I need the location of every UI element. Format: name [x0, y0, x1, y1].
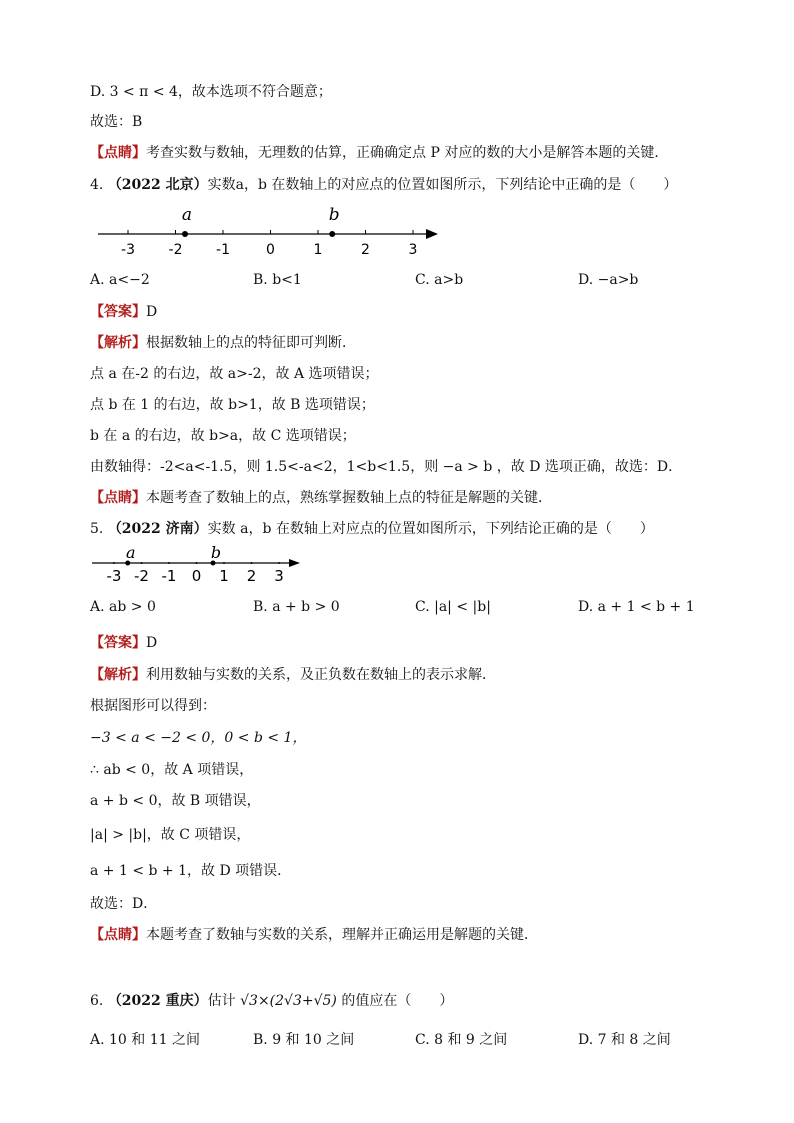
- option-c: C. 8 和 9 之间: [415, 1032, 508, 1048]
- option-b: B. b<1: [253, 272, 302, 288]
- answer-value: D: [146, 635, 158, 651]
- analysis-line: a + b < 0，故 B 项错误，: [90, 793, 261, 809]
- option-a: A. 10 和 11 之间: [90, 1032, 200, 1048]
- analysis-tag: 【解析】: [90, 335, 146, 351]
- option-a: A. a<−2: [90, 272, 150, 288]
- analysis-text: 根据数轴上的点的特征即可判断．: [146, 335, 356, 351]
- number-line-q4: [90, 198, 450, 266]
- point-a-dot: [182, 231, 188, 237]
- analysis-text: 利用数轴与实数的关系，及正负数在数轴上的表示求解．: [146, 667, 496, 683]
- number-line-q5: [88, 542, 318, 588]
- tick-mark: [141, 562, 143, 564]
- tick-mark: [278, 562, 280, 564]
- math-expression: √3×(2√3+√5): [240, 993, 337, 1009]
- option-c: C. a>b: [415, 272, 464, 288]
- answer-tag: 【答案】: [90, 635, 146, 651]
- analysis-line: a + 1 < b + 1，故 D 项错误．: [90, 863, 292, 879]
- tick-label: 0: [266, 242, 275, 258]
- tick-label: -1: [161, 567, 177, 585]
- point-a-label: a: [125, 543, 136, 562]
- tick-mark: [113, 562, 115, 564]
- tick-mark: [196, 562, 198, 564]
- analysis-line: −3 < a < −2 < 0，0 < b < 1，: [90, 730, 307, 746]
- point-a-label: a: [181, 205, 193, 225]
- question-source: （2022 重庆）: [107, 993, 208, 1009]
- prev-option-d-line: D. 3 < π < 4，故本选项不符合题意；: [90, 84, 332, 100]
- tick-label: 2: [246, 567, 257, 585]
- q4-tick-labels: [121, 242, 417, 258]
- point-b-label: b: [210, 543, 222, 562]
- option-d: D. a + 1 < b + 1: [578, 599, 695, 615]
- analysis-line: 故选：D．: [90, 896, 158, 912]
- analysis-line: 点 a 在-2 的右边，故 a>-2，故 A 选项错误；: [90, 366, 379, 382]
- option-d: D. 7 和 8 之间: [578, 1032, 671, 1048]
- question-text: 实数 a，b 在数轴上对应点的位置如图所示，下列结论正确的是（ ）: [207, 521, 654, 537]
- question-number: 4.: [90, 177, 104, 193]
- comment-q4: [90, 488, 552, 508]
- prev-choice-line: 故选：B: [90, 114, 143, 130]
- tick-label: -2: [168, 242, 183, 258]
- question-number: 5.: [90, 521, 104, 537]
- q5-tick-labels: [107, 567, 284, 585]
- option-c: C. |a| < |b|: [415, 599, 491, 615]
- question-source: （2022 北京）: [107, 177, 208, 193]
- comment-q5: [90, 925, 538, 945]
- tick-label: -2: [134, 567, 149, 585]
- answer-q5: [90, 633, 157, 653]
- tick-label: 3: [408, 242, 418, 258]
- comment-text: 考查实数与数轴，无理数的估算，正确确定点 P 对应的数的大小是解答本题的关键．: [146, 145, 669, 161]
- tick-mark: [168, 562, 170, 564]
- tick-label: 1: [313, 242, 323, 258]
- comment-tag: 【点睛】: [90, 145, 146, 161]
- tick-label: -1: [216, 242, 230, 258]
- answer-tag: 【答案】: [90, 304, 146, 320]
- comment-tag: 【点睛】: [90, 490, 146, 506]
- tick-label: 0: [191, 567, 202, 585]
- answer-q4: [90, 302, 157, 322]
- comment-text: 本题考查了数轴上的点，熟练掌握数轴上点的特征是解题的关键．: [146, 490, 552, 506]
- q4-ticks: [128, 230, 413, 234]
- comment-tag: 【点睛】: [90, 927, 146, 943]
- tick-mark: [223, 562, 225, 564]
- analysis-line: b 在 a 的右边，故 b>a，故 C 选项错误；: [90, 428, 356, 444]
- comment-text: 本题考查了数轴与实数的关系，理解并正确运用是解题的关键．: [146, 927, 538, 943]
- tick-mark: [251, 562, 253, 564]
- analysis-q5: [90, 665, 496, 685]
- question-4-stem: [90, 175, 677, 195]
- question-text: 估计: [207, 993, 236, 1009]
- analysis-line: 点 b 在 1 的右边，故 b>1，故 B 选项错误；: [90, 397, 375, 413]
- point-b-label: b: [328, 205, 340, 225]
- analysis-line: |a| > |b|，故 C 项错误，: [90, 827, 251, 843]
- tick-label: -3: [106, 567, 122, 585]
- tick-label: 1: [219, 567, 229, 585]
- option-a: A. ab > 0: [90, 599, 156, 615]
- question-source: （2022 济南）: [107, 521, 208, 537]
- option-b: B. 9 和 10 之间: [253, 1032, 355, 1048]
- question-6-stem: [90, 991, 453, 1011]
- question-text: 实数a，b 在数轴上的对应点的位置如图所示，下列结论中正确的是（ ）: [207, 177, 678, 193]
- analysis-line: ∴ ab < 0，故 A 项错误，: [90, 762, 254, 778]
- analysis-line: 根据图形可以得到：: [90, 698, 216, 714]
- option-b: B. a + b > 0: [253, 599, 340, 615]
- question-5-stem: [90, 519, 654, 539]
- tick-label: 3: [274, 567, 284, 585]
- analysis-tag: 【解析】: [90, 667, 146, 683]
- option-d: D. −a>b: [578, 272, 639, 288]
- tick-label: -3: [121, 242, 135, 258]
- question-number: 6.: [90, 993, 104, 1009]
- analysis-line: 由数轴得：-2<a<-1.5，则 1.5<-a<2，1<b<1.5，则 −a > b ，故 D 选项正确，故选：D．: [90, 459, 683, 475]
- tick-label: 2: [361, 242, 370, 258]
- point-b-dot: [329, 231, 335, 237]
- prev-comment: [90, 143, 668, 163]
- question-text-tail: 的值应在（ ）: [341, 993, 454, 1009]
- analysis-q4: [90, 333, 356, 353]
- answer-value: D: [146, 304, 158, 320]
